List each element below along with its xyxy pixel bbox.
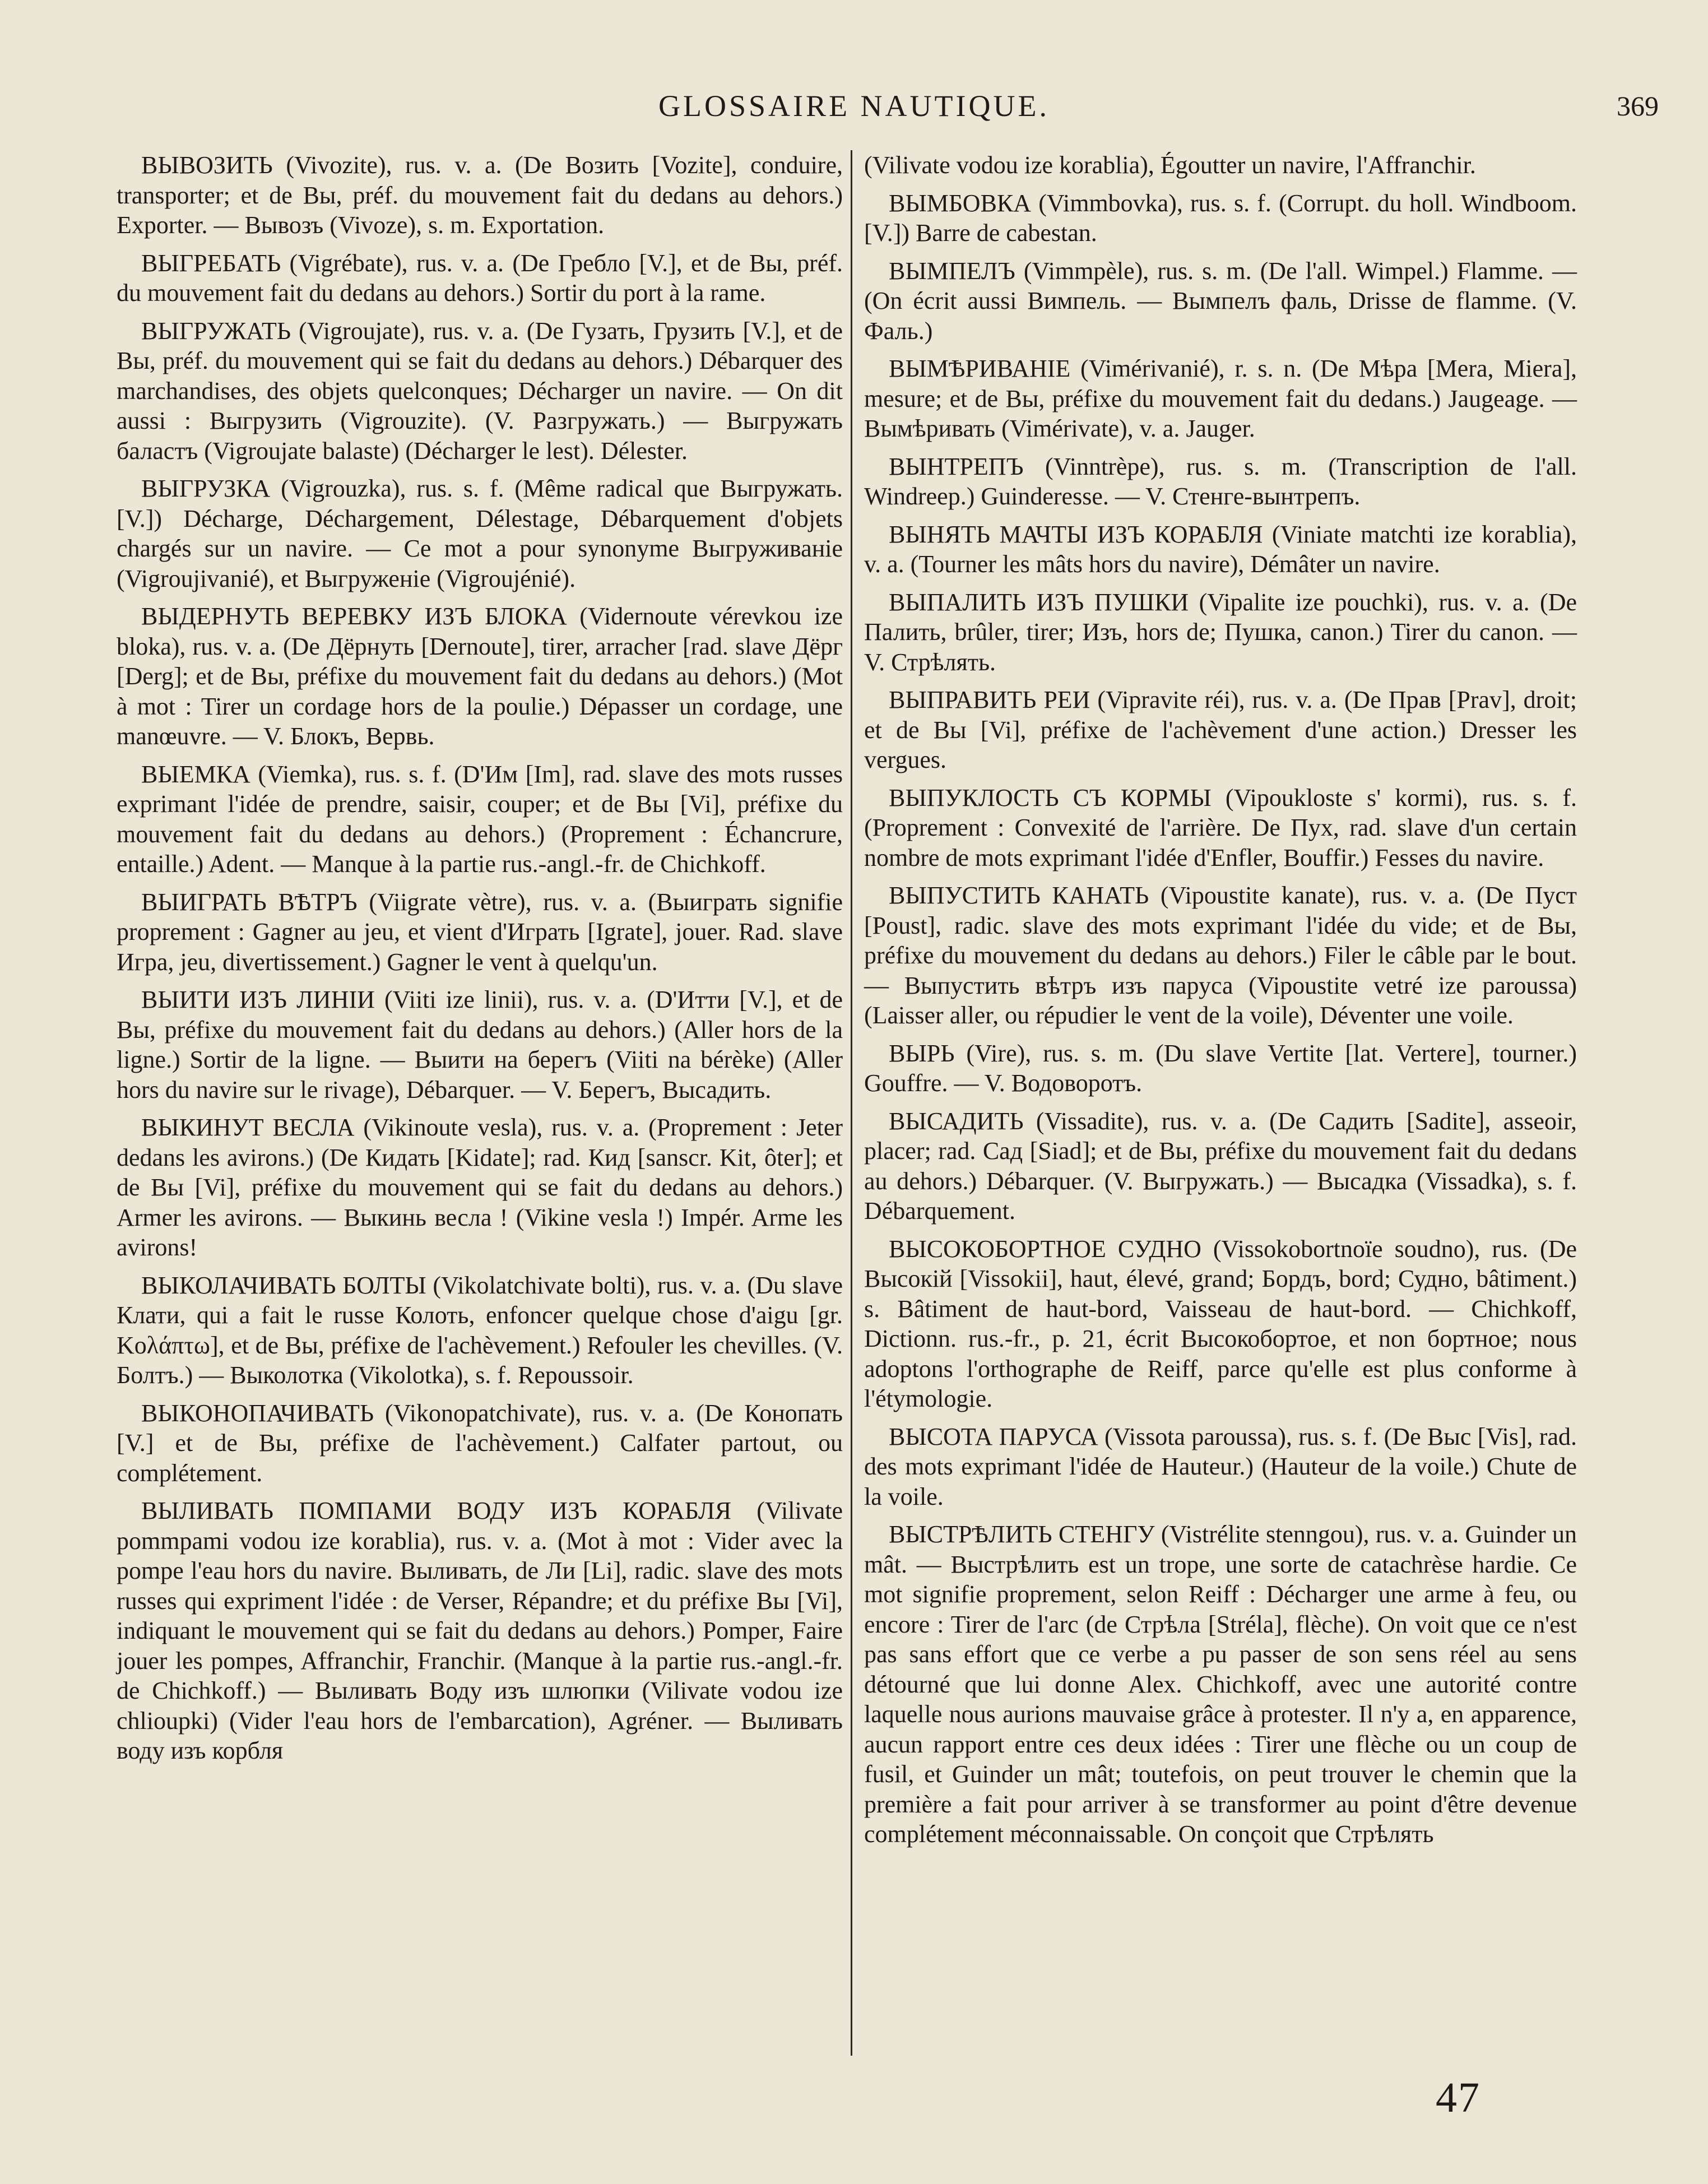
glossary-entry: ВЫГРУЖАТЬ (Vigroujate), rus. v. a. (De Гузать, Грузить [V.], et de Вы, préf. du mouvement qui se fait du dedans au dehors.) Débarquer des marchandises, des objets quelconques; Décharger un navire. — On dit aussi : Выгрузить (Vigrouzite). (V. Разгружать.) — Выгружать баластъ (Vigroujate balaste) (Décharger le lest). Délester. — [117, 317, 843, 465]
glossary-entry: ВЫМПЕЛЪ (Vimmpèle), rus. s. m. (De l'all. Wimpel.) Flamme. — (On écrit aussi Вимпель. — Вымпелъ фаль, Drisse de flamme. (V. Фаль.) — [864, 257, 1577, 345]
column-divider — [851, 150, 852, 2056]
glossary-entry: ВЫПУСТИТЬ КАНАТЬ (Vipoustite kanate), rus. v. a. (De Пуст [Poust], radic. slave des mots exprimant l'idée du vide; et de Вы, préfixe du mouvement du dedans au dehors.) Filer le câble par le bout. — Выпустить вѣтръ изъ паруса (Vipoustite vetré ize paroussa) (Laisser aller, ou répudier le vent de la voile), Déventer une voile. — [864, 882, 1577, 1029]
glossary-entry: ВЫЛИВАТЬ ПОМПАМИ ВОДУ ИЗЪ КОРАБЛЯ (Vilivate pommpami vodou ize korablia), rus. v. a. (Mot à mot : Vider avec la pompe l'eau hors du navire. Выливать, de Ли [Li], radic. slave des mots russes qui expriment l'idée : de Verser, Répandre; et du préfixe Вы [Vi], indiquant le mouvement qui se fait du dedans au dehors.) Pomper, Faire jouer les pompes, Affranchir, Franchir. (Manque à la partie rus.-angl.-fr. de Chichkoff.) — Выливать Воду изъ шлюпки (Vilivate vodou ize chlioupki) (Vider l'eau hors de l'embarcation), Agréner. — Выливать воду изъ корбля — [117, 1497, 843, 1764]
glossary-entry: ВЫГРЕБАТЬ (Vigrébate), rus. v. a. (De Гребло [V.], et de Вы, préf. du mouvement fait du dedans au dehors.) Sortir du port à la rame. — [117, 249, 843, 307]
page-number: 369 — [1617, 90, 1659, 122]
glossary-entry: ВЫИГРАТЬ ВѢТРЪ (Viigrate vètre), rus. v. a. (Выиграть signifie proprement : Gagner au jeu, et vient d'Играть [Igrate], jouer. Rad. slave Игра, jeu, divertissement.) Gagner le vent à quelqu'un. — [117, 888, 843, 976]
right-column — [864, 150, 1577, 1857]
glossary-entry-continuation: (Vilivate vodou ize korablia), Égoutter un navire, l'Affranchir. — [864, 151, 1476, 179]
glossary-entry: ВЫМѢРИВАНІЕ (Vimérivanié), r. s. n. (De Мѣра [Mera, Miera], mesure; et de Вы, préfixe du mouvement fait du dedans.) Jaugeage. — Вымѣривать (Vimérivate), v. a. Jauger. — [864, 355, 1577, 442]
glossary-entry: ВЫНЯТЬ МАЧТЫ ИЗЪ КОРАБЛЯ (Viniate matchti ize korablia), v. a. (Tourner les mâts hors du navire), Démâter un navire. — [864, 520, 1577, 578]
glossary-entry: ВЫСТРѢЛИТЬ СТЕНГУ (Vistrélite stenngou), rus. v. a. Guinder un mât. — Выстрѣлить est un trope, une sorte de catachrèse hardie. Ce mot signifie proprement, selon Reiff : Décharger une arme à feu, ou encore : Tirer de l'arc (de Стрѣла [Stréla], flèche). On voit que ce n'est pas sans effort que ce verbe a pu passer de son sens réel au sens détourné que lui donne Alex. Chichkoff, avec une autorité contre laquelle nous aurions mauvaise grâce à protester. Il n'y a, en apparence, aucun rapport entre ces deux idées : Tirer une flèche ou un coup de fusil, et Guinder un mât; toutefois, on peut trouver le chemin que la première a fait pour arriver à se transformer au point d'être devenue complétement méconnaissable. On conçoit que Стрѣлять — [864, 1520, 1577, 1848]
left-column — [117, 150, 843, 1774]
glossary-entry: ВЫСОКОБОРТНОЕ СУДНО (Vissokobortnoïe soudno), rus. (De Высокій [Vissokii], haut, élevé, grand; Бордъ, bord; Судно, bâtiment.) s. Bâtiment de haut-bord, Vaisseau de haut-bord. — Chichkoff, Dictionn. rus.-fr., p. 21, écrit Высокобортое, et non бортное; nous adoptons l'orthographe de Reiff, parce qu'elle est plus conforme à l'étymologie. — [864, 1235, 1577, 1412]
glossary-entry: ВЫСОТА ПАРУСА (Vissota paroussa), rus. s. f. (De Выс [Vis], rad. des mots exprimant l'idée de Hauteur.) (Hauteur de la voile.) Chute de la voile. — [864, 1422, 1577, 1510]
glossary-entry: ВЫПУКЛОСТЬ СЪ КОРМЫ (Vipoukloste s' kormi), rus. s. f. (Proprement : Convexité de l'arrière. De Пух, rad. slave d'un certain nombre de mots exprimant l'idée d'Enfler, Bouffir.) Fesses du navire. — [864, 783, 1577, 871]
glossary-entry: ВЫСАДИТЬ (Vissadite), rus. v. a. (De Садить [Sadite], asseoir, placer; rad. Сад [Siad]; et de Вы, préfixe du mouvement fait du dedans au dehors.) Débarquer. (V. Выгружать.) — Высадка (Vissadka), s. f. Débarquement. — [864, 1107, 1577, 1225]
glossary-entry: ВЫВОЗИТЬ (Vivozite), rus. v. a. (De Возить [Vozite], conduire, transporter; et de Вы, préf. du mouvement fait du dedans au dehors.) Exporter. — Вывозъ (Vivoze), s. m. Exportation. — [117, 151, 843, 239]
glossary-entry: ВЫМБОВКА (Vimmbovka), rus. s. f. (Corrupt. du holl. Windboom. [V.]) Barre de cabestan. — [864, 189, 1577, 247]
glossary-entry: ВЫКИНУТ ВЕСЛА (Vikinoute vesla), rus. v. a. (Proprement : Jeter dedans les avirons.) (De Кидать [Kidate]; rad. Кид [sanscr. Kit, ôter]; et de Вы [Vi], préfixe du mouvement qui se fait du dedans au dehors.) Armer les avirons. — Выкинь весла ! (Vikine vesla !) Impér. Arme les avirons! — [117, 1114, 843, 1261]
glossary-entry: ВЫЕМКА (Viemka), rus. s. f. (D'Им [Im], rad. slave des mots russes exprimant l'idée de prendre, saisir, couper; et de Вы [Vi], préfixe du mouvement fait du dedans au dehors.) (Proprement : Échancrure, entaille.) Adent. — Manque à la partie rus.-angl.-fr. de Chichkoff. — [117, 760, 843, 878]
glossary-entry: ВЫПАЛИТЬ ИЗЪ ПУШКИ (Vipalite ize pouchki), rus. v. a. (De Палить, brûler, tirer; Изъ, hors de; Пушка, canon.) Tirer du canon. — V. Стрѣлять. — [864, 588, 1577, 676]
glossary-entry: ВЫКОНОПАЧИВАТЬ (Vikonopatchivate), rus. v. a. (De Конопать [V.] et de Вы, préfixe de l'achèvement.) Calfater partout, ou complétement. — [117, 1399, 843, 1487]
glossary-entry: ВЫКОЛАЧИВАТЬ БОЛТЫ (Vikolatchivate bolti), rus. v. a. (Du slave Клати, qui a fait le russe Колоть, enfoncer quelque chose d'aigu [gr. Κολάπτω], et de Вы, préfixe de l'achèvement.) Refouler les chevilles. (V. Болтъ.) — Выколотка (Vikolotka), s. f. Repoussoir. — [117, 1271, 843, 1389]
running-title: GLOSSAIRE NAUTIQUE. — [658, 89, 1050, 123]
glossary-entry: ВЫПРАВИТЬ РЕИ (Vipravite réi), rus. v. a. (De Прав [Prav], droit; et de Вы [Vi], préfixe de l'achèvement d'une action.) Dresser les vergues. — [864, 686, 1577, 773]
glossary-entry: ВЫРЬ (Vire), rus. s. m. (Du slave Vertite [lat. Vertere], tourner.) Gouffre. — V. Водоворотъ. — [864, 1039, 1577, 1097]
glossary-entry: ВЫДЕРНУТЬ ВЕРЕВКУ ИЗЪ БЛОКА (Vidernoute vérevkou ize bloka), rus. v. a. (De Дёрнуть [Dernoute], tirer, arracher [rad. slave Дёрг [Derg]; et de Вы, préfixe du mouvement fait du dedans au dehors.) (Mot à mot : Tirer un cordage hors de la poulie.) Dépasser un cordage, une manœuvre. — V. Блокъ, Вервь. — [117, 602, 843, 750]
glossary-entry: ВЫИТИ ИЗЪ ЛИНІИ (Viiti ize linii), rus. v. a. (D'Итти [V.], et de Вы, préfixe du mouvement fait du dedans au dehors.) (Aller hors de la ligne.) Sortir de la ligne. — Выити на берегъ (Viiti na bérèke) (Aller hors du navire sur le rivage), Débarquer. — V. Берегъ, Высадить. — [117, 986, 843, 1103]
glossary-entry: ВЫГРУЗКА (Vigrouzka), rus. s. f. (Même radical que Выгружать. [V.]) Décharge, Déchargement, Délestage, Débarquement d'objets chargés sur un navire. — Ce mot a pour synonyme Выгруживаніе (Vigroujivanié), et Выгруженіе (Vigroujénié). — [117, 475, 843, 592]
glossary-entry: ВЫНТРЕПЪ (Vinntrèpe), rus. s. m. (Transcription de l'all. Windreep.) Guinderesse. — V. Стенге-вынтрепъ. — [864, 452, 1577, 510]
signature-mark: 47 — [1436, 2074, 1480, 2121]
